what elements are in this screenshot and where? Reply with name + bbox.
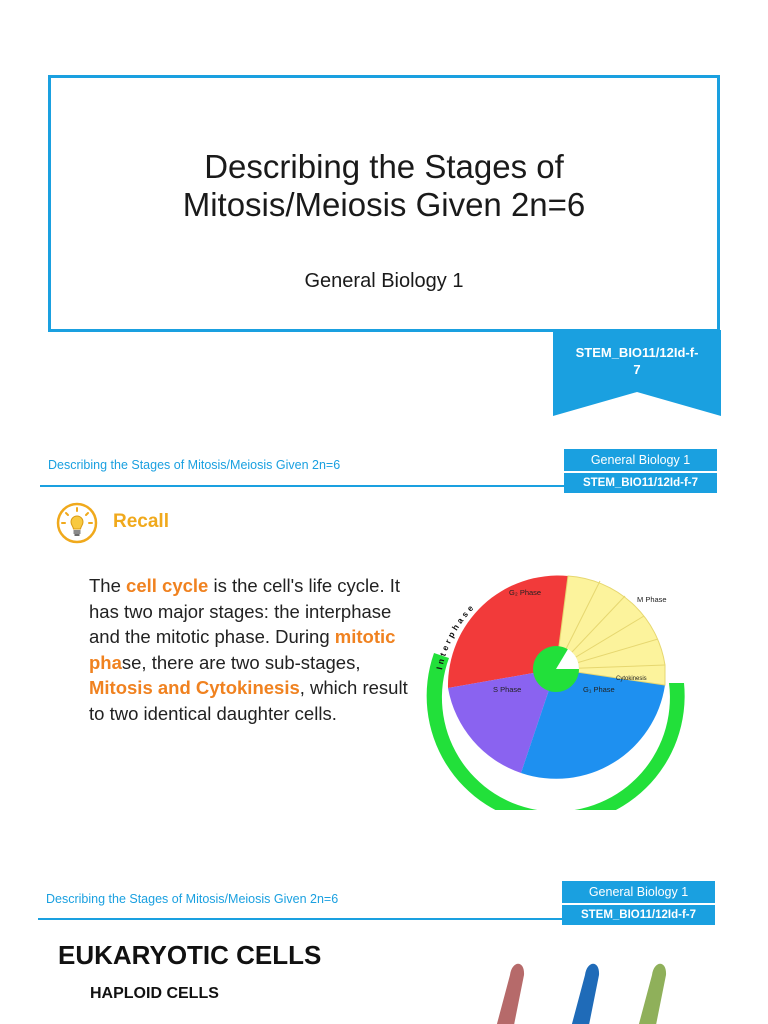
s-phase-label: S Phase — [493, 685, 522, 694]
eukaryotic-cells-title: EUKARYOTIC CELLS — [58, 940, 322, 970]
para-text-4: , which result to two identical daughter cells. — [89, 677, 408, 724]
slide-header: Describing the Stages of Mitosis/Meiosis Given 2n=6 — [48, 458, 341, 472]
g1-phase-label: G₁ Phase — [583, 685, 615, 694]
para-text-2: is the cell's life cycle. It has two major stages: the interphase and the mitotic phase. During — [89, 575, 401, 647]
cell-cycle-diagram — [425, 570, 690, 810]
para-text-1: The — [89, 575, 127, 596]
cell-cycle-paragraph — [89, 573, 409, 726]
slide-header-2: Describing the Stages of Mitosis/Meiosis Given 2n=6 — [46, 892, 339, 906]
chromosome-2 — [569, 964, 599, 1024]
m-phase-label: M Phase — [637, 595, 667, 604]
code-tag-2: STEM_BIO11/12Id-f-7 — [562, 905, 715, 925]
chromosomes-illustration — [480, 955, 700, 1024]
recall-heading: Recall — [113, 511, 169, 532]
header-divider — [40, 485, 565, 487]
title-slide-box — [48, 75, 720, 332]
slide-title — [51, 148, 717, 224]
slide-title-line-1: Describing the Stages of — [204, 148, 564, 185]
highlight-mitotic-phase: mitotic pha — [89, 626, 396, 673]
interphase-label-path: Interphase — [434, 600, 478, 671]
header-divider-2 — [38, 918, 563, 920]
competency-code-line-1: STEM_BIO11/12Id-f- — [575, 345, 699, 360]
code-tag: STEM_BIO11/12Id-f-7 — [564, 473, 717, 493]
course-tag-2: General Biology 1 — [562, 881, 715, 903]
lightbulb-icon — [50, 502, 104, 544]
slide-subtitle: General Biology 1 — [304, 270, 464, 292]
highlight-cell-cycle: cell cycle — [126, 575, 209, 596]
highlight-mitosis-cytokinesis: Mitosis and Cytokinesis — [89, 677, 300, 698]
slide-title-line-2: Mitosis/Meiosis Given 2n=6 — [182, 186, 586, 223]
competency-code-line-2: 7 — [633, 362, 641, 377]
haploid-cells-subtitle: HAPLOID CELLS — [90, 985, 219, 1002]
g2-phase-label: G₂ Phase — [509, 588, 542, 597]
para-text-3: se, there are two sub-stages, — [121, 651, 361, 673]
chromosome-3 — [636, 964, 666, 1024]
cytokinesis-label: Cytokinesis — [616, 676, 647, 682]
chromosome-1 — [494, 964, 524, 1024]
competency-code — [553, 344, 721, 378]
course-tag: General Biology 1 — [564, 449, 717, 471]
